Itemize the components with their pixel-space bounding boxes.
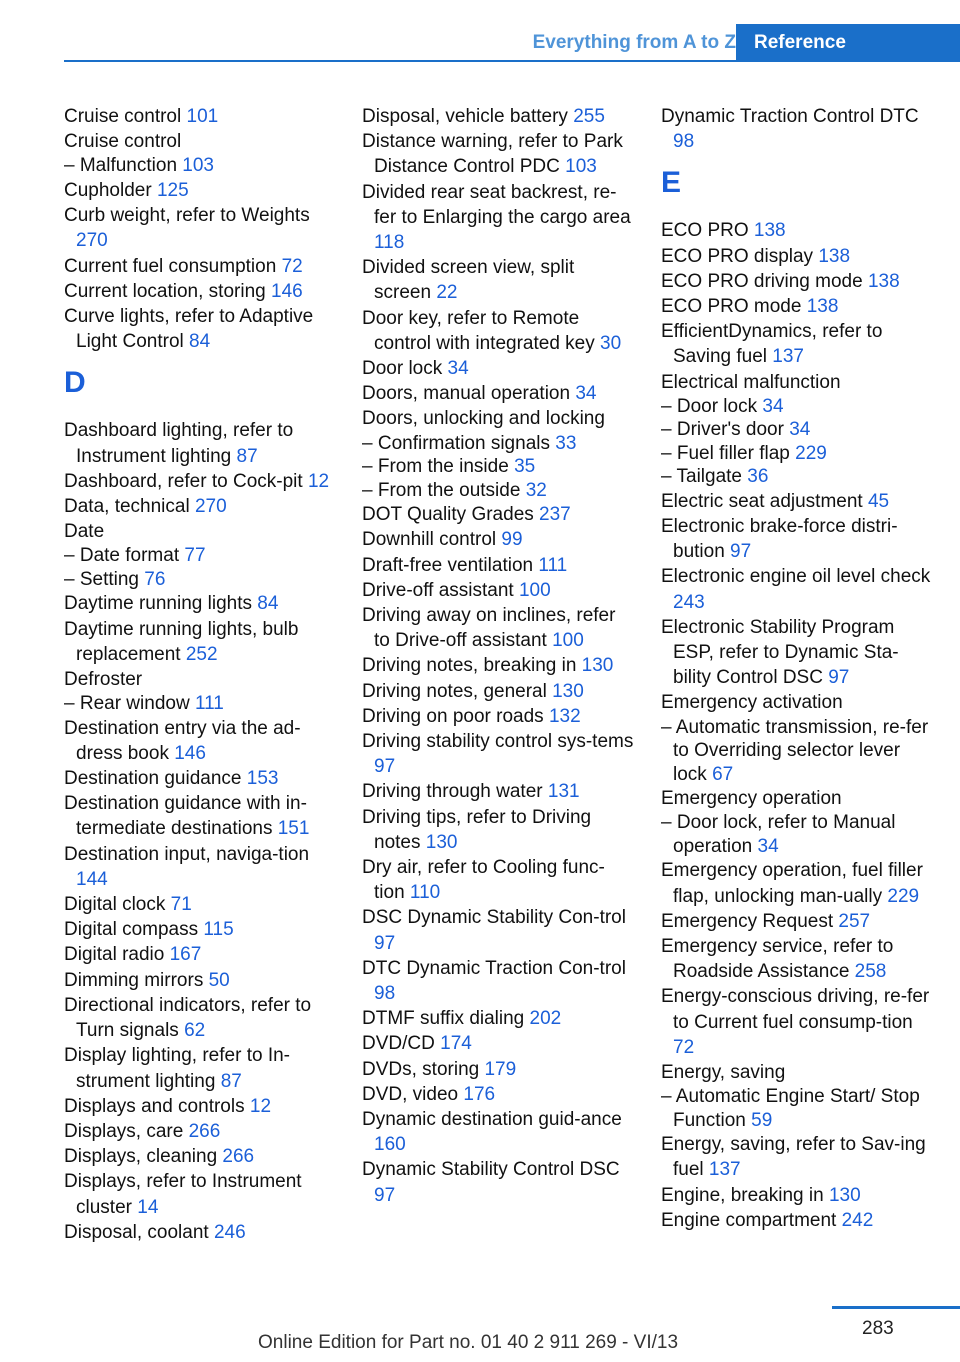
index-entry	[661, 244, 933, 269]
entry-text: Door key, refer to Remote control with integrated key	[362, 307, 601, 354]
page-link[interactable]: 99	[501, 529, 523, 551]
entry-text: Energy, saving, refer to Sav-ing fuel	[661, 1134, 926, 1181]
entry-text: Curve lights, refer to Adaptive Light Control	[64, 305, 314, 353]
page-link[interactable]: 137	[772, 346, 804, 368]
entry-text: – Malfunction	[64, 155, 183, 177]
entry-text: Distance warning, refer to Park Distance Control PDC	[362, 131, 623, 178]
page-link[interactable]: 100	[552, 630, 584, 652]
page-link[interactable]: 130	[425, 831, 458, 853]
entry-text: Engine compartment	[661, 1209, 842, 1231]
entry-text: Directional indicators, refer to Turn signals	[64, 994, 312, 1042]
index-entry	[362, 1107, 634, 1157]
entry-text: – Setting	[64, 568, 145, 590]
entry-text: Daytime running lights	[64, 593, 258, 615]
index-entry	[661, 786, 933, 811]
entry-text: – From the outside	[362, 479, 526, 501]
index-entry	[661, 489, 933, 514]
entry-text: – Door lock, refer to Manual operation	[661, 812, 896, 857]
index-entry	[661, 1208, 933, 1233]
index-entry	[64, 279, 336, 304]
entry-text: Curb weight, refer to Weights	[64, 205, 310, 227]
index-entry	[64, 519, 336, 544]
index-entry	[362, 527, 634, 552]
section-letter: E	[661, 166, 682, 200]
page-link[interactable]: 50	[208, 969, 230, 991]
entry-text: Dynamic Stability Control DSC	[362, 1159, 620, 1181]
index-entry	[64, 178, 336, 203]
page-header	[0, 0, 960, 62]
index-entry	[362, 502, 634, 527]
entry-text: Emergency operation, fuel filler flap, unlocking man-ually	[661, 860, 923, 907]
entry-text: Current location, storing	[64, 280, 271, 302]
entry-text: DTMF suffix dialing	[362, 1008, 530, 1030]
index-entry	[362, 1006, 634, 1031]
entry-text: Digital clock	[64, 894, 171, 916]
page-link[interactable]: 130	[552, 680, 584, 702]
entry-text: Current fuel consumption	[64, 255, 282, 277]
index-entry	[362, 1031, 634, 1056]
page-link[interactable]: 67	[712, 763, 734, 785]
index-entry	[64, 494, 336, 519]
entry-text: Door lock	[362, 358, 448, 380]
page-link[interactable]: 242	[841, 1209, 874, 1231]
index-entry	[661, 370, 933, 395]
entry-text: Dry air, refer to Cooling func-tion	[362, 856, 605, 904]
reference-tab[interactable]: Reference	[736, 24, 960, 62]
index-entry	[64, 917, 336, 942]
index-entry	[362, 729, 634, 779]
page-link[interactable]: 130	[581, 655, 614, 677]
index-entry	[362, 381, 634, 406]
entry-text: ECO PRO mode	[661, 296, 807, 318]
page-link[interactable]: 12	[249, 1095, 272, 1117]
page-link[interactable]: 34	[447, 358, 469, 380]
index-column-3	[661, 104, 933, 1233]
entry-text: Emergency operation	[661, 788, 842, 810]
index-entry	[64, 942, 336, 967]
page-link[interactable]: 97	[374, 1184, 396, 1206]
page-link[interactable]: 179	[484, 1058, 517, 1080]
entry-text: Date	[64, 521, 105, 543]
index-subentry	[661, 1085, 933, 1132]
index-entry	[362, 180, 634, 256]
page-link[interactable]: 100	[518, 579, 551, 601]
entry-text: – Driver's door	[661, 419, 790, 441]
index-entry	[64, 716, 336, 766]
page-link[interactable]: 77	[184, 545, 206, 567]
index-entry	[661, 690, 933, 715]
entry-text: Dynamic Traction Control DTC	[661, 106, 919, 127]
entry-text: Electronic brake-force distri-bution	[661, 516, 898, 563]
index-entry	[64, 129, 336, 154]
index-subentry	[64, 154, 336, 178]
page-link[interactable]: 146	[271, 280, 303, 302]
entry-text: Destination guidance with in-termediate destinations	[64, 793, 307, 840]
index-entry	[661, 858, 933, 908]
index-entry	[362, 603, 634, 653]
index-entry	[661, 1183, 933, 1208]
index-entry	[64, 104, 336, 129]
entry-text: Draft-free ventilation	[362, 554, 539, 576]
index-entry	[362, 553, 634, 578]
entry-text: Divided rear seat backrest, re-fer to Enlarging the cargo area	[362, 181, 631, 228]
page-link[interactable]: 237	[539, 504, 571, 526]
page-link[interactable]: 138	[806, 296, 839, 318]
section-title: Everything from A to Z	[532, 32, 736, 53]
index-entry	[661, 909, 933, 934]
entry-text: ECO PRO	[661, 220, 754, 242]
page-link[interactable]: 110	[409, 882, 441, 904]
page-link[interactable]: 98	[374, 983, 396, 1004]
entry-text: Dimming mirrors	[64, 969, 209, 991]
entry-text: Defroster	[64, 668, 143, 690]
entry-text: Dynamic destination guid-ance	[362, 1109, 622, 1131]
entry-text: Electric seat adjustment	[661, 490, 868, 512]
page-link[interactable]: 138	[818, 245, 851, 267]
page-link[interactable]: 115	[203, 919, 234, 941]
entry-text: Electronic engine oil level check	[661, 566, 931, 588]
index-entry	[362, 704, 634, 729]
entry-text: Emergency service, refer to Roadside Assistance	[661, 935, 894, 983]
page-link[interactable]: 72	[673, 1036, 695, 1058]
index-entry	[362, 1157, 634, 1207]
index-entry	[64, 766, 336, 791]
page-link[interactable]: 258	[854, 961, 887, 983]
page-link[interactable]: 130	[828, 1184, 861, 1206]
page-link[interactable]: 84	[257, 593, 279, 615]
index-entry	[661, 564, 933, 614]
page-link[interactable]: 76	[144, 568, 166, 590]
page-link[interactable]: 137	[708, 1159, 741, 1181]
entry-text: Driving tips, refer to Driving notes	[362, 806, 592, 853]
page-link[interactable]: 131	[547, 781, 580, 803]
entry-text: DVD, video	[362, 1083, 464, 1105]
entry-text: Disposal, coolant	[64, 1221, 214, 1243]
page-link[interactable]: 246	[213, 1221, 246, 1243]
index-subentry	[362, 455, 634, 479]
entry-text: – Automatic transmission, re-fer to Overriding selector lever lock	[661, 716, 929, 785]
page-link[interactable]: 34	[757, 835, 779, 857]
entry-text: Cruise control	[64, 106, 187, 127]
page-link[interactable]: 35	[514, 456, 536, 478]
page-link[interactable]: 98	[673, 131, 695, 153]
index-entry	[64, 617, 336, 667]
entry-text: – Fuel filler flap	[661, 442, 796, 464]
entry-text: Driving stability control sys-tems	[362, 730, 634, 752]
index-entry	[362, 679, 634, 704]
index-entry	[64, 667, 336, 692]
index-subentry	[661, 465, 933, 489]
page-link[interactable]: 153	[246, 768, 279, 790]
index-entry	[362, 805, 634, 855]
page-link[interactable]: 138	[867, 270, 900, 292]
header-rule	[64, 60, 736, 62]
index-entry	[64, 842, 336, 892]
index-entry	[64, 791, 336, 841]
page-link[interactable]: 97	[730, 541, 752, 563]
page-link[interactable]: 12	[307, 470, 330, 492]
index-entry	[362, 306, 634, 356]
entry-text: – Confirmation signals	[362, 432, 556, 454]
entry-text: EfficientDynamics, refer to Saving fuel	[661, 321, 883, 368]
index-subentry	[64, 568, 336, 592]
entry-text: Cupholder	[64, 179, 157, 201]
entry-text: ECO PRO display	[661, 245, 819, 267]
page-link[interactable]: 62	[184, 1020, 206, 1042]
page-link[interactable]: 33	[555, 432, 577, 454]
index-entry	[661, 1060, 933, 1085]
index-subentry	[64, 692, 336, 716]
page-link[interactable]: 125	[156, 179, 189, 201]
page-link[interactable]: 167	[169, 944, 202, 966]
entry-text: – Tailgate	[661, 466, 748, 488]
page-link[interactable]: 257	[838, 910, 871, 932]
page-link[interactable]: 138	[753, 220, 786, 242]
index-entry	[362, 1057, 634, 1082]
index-entry	[64, 1144, 336, 1169]
index-entry	[64, 591, 336, 616]
entry-text: Digital radio	[64, 944, 170, 966]
entry-text: DVDs, storing	[362, 1058, 485, 1080]
entry-text: – Door lock	[661, 395, 763, 417]
index-subentry	[362, 432, 634, 456]
index-subentry	[661, 442, 933, 466]
page-link[interactable]: 255	[573, 106, 605, 127]
entry-text: Displays and controls	[64, 1095, 250, 1117]
page-link[interactable]: 71	[170, 894, 192, 916]
entry-text: Energy-conscious driving, re-fer to Current fuel consump-tion	[661, 986, 930, 1033]
index-entry	[64, 304, 336, 354]
entry-text: Destination input, naviga-tion	[64, 843, 310, 865]
entry-text: Destination guidance	[64, 768, 247, 790]
index-entry	[64, 203, 336, 253]
page-link[interactable]: 229	[887, 885, 920, 907]
index-entry	[362, 255, 634, 305]
entry-text: Displays, refer to Instrument cluster	[64, 1171, 302, 1218]
entry-text: Divided screen view, split screen	[362, 257, 575, 304]
page-link[interactable]: 174	[440, 1033, 472, 1055]
index-entry	[661, 294, 933, 319]
index-entry	[362, 653, 634, 678]
index-entry	[362, 779, 634, 804]
entry-text: Downhill control	[362, 529, 502, 551]
entry-text: DTC Dynamic Traction Con-trol	[362, 957, 626, 979]
page-link[interactable]: 151	[277, 818, 310, 840]
index-subentry	[362, 479, 634, 503]
index-entry	[362, 855, 634, 905]
index-subentry	[661, 418, 933, 442]
index-entry	[64, 469, 336, 494]
page-link[interactable]: 132	[548, 705, 581, 727]
entry-text: Driving away on inclines, refer to Drive-off assistant	[362, 604, 616, 652]
index-column-2	[362, 104, 634, 1208]
entry-text: DVD/CD	[362, 1033, 441, 1055]
page-link[interactable]: 111	[194, 693, 224, 715]
page-link[interactable]: 97	[828, 667, 850, 689]
entry-text: Driving through water	[362, 781, 548, 803]
page-link[interactable]: 22	[436, 282, 458, 304]
index-entry	[661, 934, 933, 984]
index-entry	[64, 892, 336, 917]
index-entry	[362, 406, 634, 431]
entry-text: Displays, care	[64, 1120, 189, 1142]
page-link[interactable]: 103	[182, 155, 214, 177]
index-entry	[362, 356, 634, 381]
index-entry	[661, 319, 933, 369]
page-link[interactable]: 72	[281, 255, 303, 277]
entry-text: – Rear window	[64, 693, 195, 715]
index-entry	[661, 269, 933, 294]
entry-text: ECO PRO driving mode	[661, 270, 868, 292]
entry-text: – Date format	[64, 545, 185, 567]
index-entry	[362, 956, 634, 1006]
page-link[interactable]: 87	[220, 1070, 242, 1092]
page-link[interactable]: 14	[137, 1196, 159, 1218]
page-link[interactable]: 146	[174, 742, 206, 764]
index-subentry	[661, 811, 933, 858]
entry-text: – Automatic Engine Start/ Stop Function	[661, 1086, 920, 1131]
index-entry	[661, 984, 933, 1060]
index-entry	[64, 968, 336, 993]
entry-text: Driving notes, general	[362, 680, 553, 702]
index-entry	[362, 578, 634, 603]
entry-text: Display lighting, refer to In-strument lighting	[64, 1045, 290, 1092]
entry-text: Driving notes, breaking in	[362, 655, 582, 677]
entry-text: Displays, cleaning	[64, 1146, 223, 1168]
index-entry	[661, 514, 933, 564]
page-link[interactable]: 252	[185, 643, 218, 665]
index-column-1	[64, 104, 336, 1245]
entry-text: Emergency activation	[661, 692, 843, 714]
page-link[interactable]: 59	[751, 1109, 773, 1131]
index-entry	[64, 1043, 336, 1093]
entry-text: DOT Quality Grades	[362, 504, 540, 526]
index-entry	[661, 615, 933, 691]
index-entry	[64, 418, 336, 468]
page-link[interactable]: 97	[374, 756, 396, 778]
index-subentry	[661, 395, 933, 419]
entry-text: Doors, unlocking and locking	[362, 408, 605, 430]
index-entry	[362, 104, 634, 129]
entry-text: Dashboard lighting, refer to Instrument lighting	[64, 420, 294, 467]
page-link[interactable]: 34	[575, 383, 597, 405]
page-link[interactable]: 118	[374, 232, 405, 254]
entry-text: Emergency Request	[661, 910, 839, 932]
page-link[interactable]: 160	[374, 1134, 406, 1156]
page-link[interactable]: 229	[795, 442, 827, 464]
index-entry	[661, 1132, 933, 1182]
index-entry	[661, 104, 933, 154]
entry-text: Electrical malfunction	[661, 371, 841, 393]
page-link[interactable]: 202	[529, 1008, 562, 1030]
entry-text: Digital compass	[64, 919, 204, 941]
page-link[interactable]: 87	[236, 445, 258, 467]
page-link[interactable]: 30	[600, 332, 622, 354]
index-entry	[64, 993, 336, 1043]
page-link[interactable]: 270	[76, 230, 108, 252]
page-link[interactable]: 45	[867, 490, 890, 512]
entry-text: Destination entry via the ad-dress book	[64, 717, 301, 764]
index-entry	[64, 1119, 336, 1144]
index-entry	[64, 1169, 336, 1219]
page-link[interactable]: 270	[194, 495, 227, 517]
page-link[interactable]: 84	[189, 331, 211, 353]
page-link[interactable]: 36	[747, 466, 769, 488]
index-entry	[64, 1220, 336, 1245]
page-link[interactable]: 266	[222, 1146, 255, 1168]
page-link[interactable]: 243	[673, 591, 705, 613]
index-entry	[362, 905, 634, 955]
entry-text: Cruise control	[64, 131, 182, 153]
index-entry	[661, 218, 933, 243]
page-link[interactable]: 103	[565, 156, 597, 178]
page-number: 283	[862, 1318, 894, 1339]
entry-text: Doors, manual operation	[362, 383, 576, 405]
entry-text: DSC Dynamic Stability Con-trol	[362, 907, 626, 929]
page-link[interactable]: 111	[538, 554, 568, 576]
entry-text: Electronic Stability Program ESP, refer to Dynamic Sta-bility Control DSC	[661, 616, 899, 689]
entry-text: Daytime running lights, bulb replacement	[64, 618, 299, 665]
entry-text: Engine, breaking in	[661, 1184, 829, 1206]
footer-rule	[832, 1306, 960, 1309]
entry-text: Energy, saving	[661, 1061, 786, 1083]
page-link[interactable]: 144	[76, 868, 108, 890]
entry-text: Dashboard, refer to Cock-pit	[64, 470, 308, 492]
entry-text: Data, technical	[64, 495, 195, 517]
page-link[interactable]: 32	[525, 479, 547, 501]
page-link[interactable]: 97	[374, 932, 396, 954]
page-link[interactable]: 34	[762, 395, 784, 417]
page-link[interactable]: 266	[188, 1120, 221, 1142]
page-link[interactable]: 101	[186, 106, 219, 127]
index-entry	[362, 129, 634, 179]
page-link[interactable]: 176	[463, 1083, 496, 1105]
index-subentry	[661, 716, 933, 787]
entry-text: Driving on poor roads	[362, 705, 549, 727]
index-entry	[362, 1082, 634, 1107]
edition-note: Online Edition for Part no. 01 40 2 911 269 - VI/13	[258, 1332, 679, 1353]
index-entry	[64, 1094, 336, 1119]
index-subentry	[64, 544, 336, 568]
entry-text: Disposal, vehicle battery	[362, 106, 574, 127]
index-entry	[64, 254, 336, 279]
section-letter: D	[64, 366, 86, 400]
entry-text: Drive-off assistant	[362, 579, 519, 601]
entry-text: – From the inside	[362, 456, 515, 478]
page-link[interactable]: 34	[789, 419, 811, 441]
